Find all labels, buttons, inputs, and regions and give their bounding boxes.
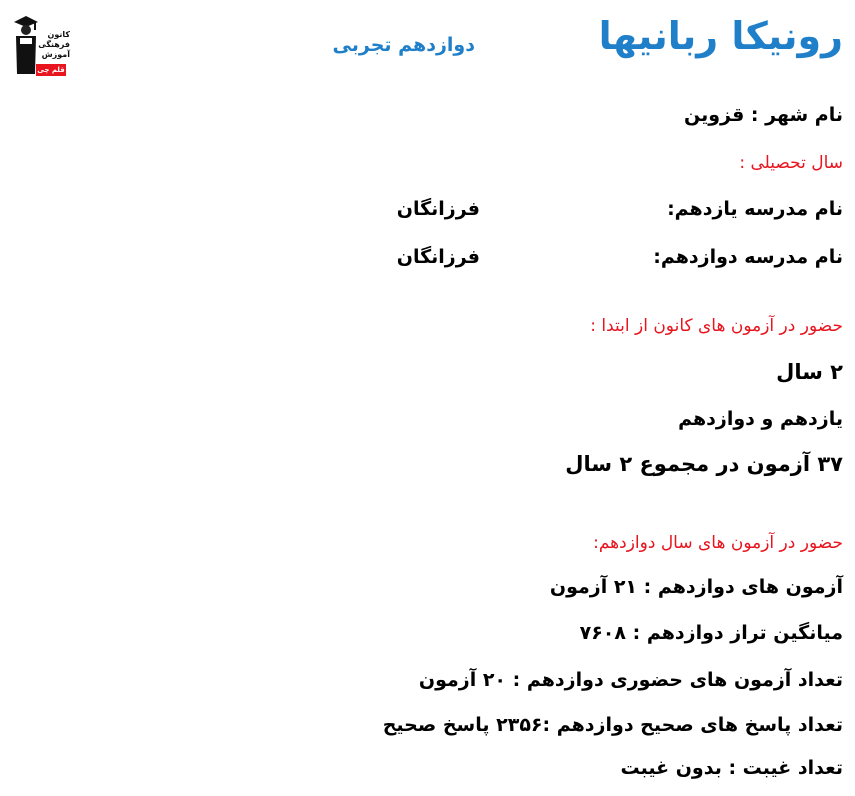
logo-badge: قلم چی	[37, 66, 65, 74]
grade-label: دوازدهم تجربی	[332, 34, 475, 56]
logo-line1: کانون	[47, 30, 70, 39]
in-person-exams-line: تعداد آزمون های حضوری دوازدهم : ۲۰ آزمون	[418, 669, 843, 691]
kanoon-logo	[10, 12, 72, 78]
attendance-exam-count: ۳۷ آزمون در مجموع ۲ سال	[565, 452, 843, 476]
student-name: رونیکا ربانیها	[598, 14, 843, 58]
logo-line2: فرهنگی	[38, 40, 70, 49]
academic-year-label: سال تحصیلی :	[739, 153, 843, 173]
attendance-total-heading: حضور در آزمون های کانون از ابتدا :	[590, 316, 843, 336]
absences-line: تعداد غیبت : بدون غیبت	[620, 757, 843, 779]
logo-line3: آموزش	[41, 50, 70, 59]
attendance-grades: یازدهم و دوازدهم	[678, 408, 843, 430]
avg-score-line: میانگین تراز دوازدهم : ۷۶۰۸	[579, 622, 843, 644]
school-11-value: فرزانگان	[396, 198, 480, 220]
attendance-years: ۲ سال	[776, 360, 843, 384]
city-line: نام شهر : قزوین	[684, 104, 843, 126]
school-12-value: فرزانگان	[396, 246, 480, 268]
exams-12-line: آزمون های دوازدهم : ۲۱ آزمون	[549, 576, 843, 598]
attendance-12-heading: حضور در آزمون های سال دوازدهم:	[593, 533, 843, 553]
correct-answers-line: تعداد پاسخ های صحیح دوازدهم :۲۳۵۶ پاسخ صحیح	[382, 714, 843, 736]
school-11-label: نام مدرسه یازدهم:	[667, 198, 843, 220]
school-12-label: نام مدرسه دوازدهم:	[653, 246, 843, 268]
